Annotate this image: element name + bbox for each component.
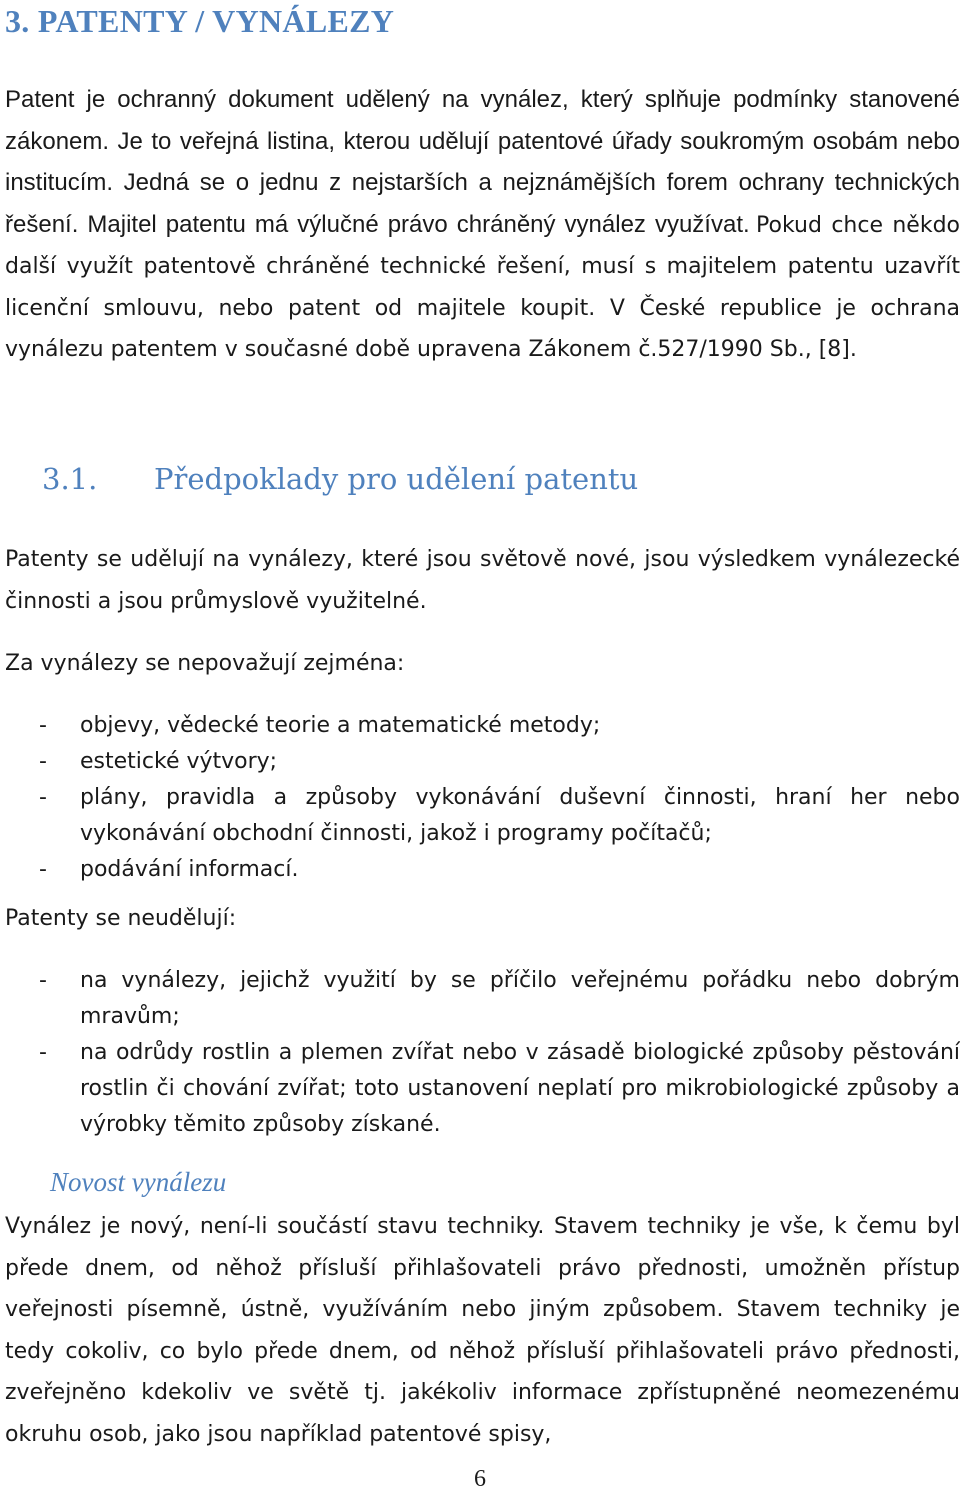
list-item-text: objevy, vědecké teorie a matematické metody;: [80, 713, 601, 738]
list-item-text: estetické výtvory;: [80, 749, 278, 774]
list-item-text: plány, pravidla a způsoby vykonávání duševní činnosti, hraní her nebo vykonávání obchodní činnosti, jakož i programy počítačů;: [80, 785, 960, 846]
list-marker: -: [39, 1040, 47, 1065]
conditions-paragraph: Patenty se udělují na vynálezy, které jsou světově nové, jsou výsledkem vynálezecké činnosti a jsou průmyslově využitelné.: [5, 547, 960, 614]
list-marker: -: [39, 749, 47, 774]
intro-paragraph: [5, 79, 960, 371]
list-marker: -: [39, 857, 47, 882]
section-heading: [42, 462, 638, 496]
list-item: [5, 1035, 960, 1143]
list-item: [5, 744, 960, 780]
list-marker: -: [39, 713, 47, 738]
list-marker: -: [39, 968, 47, 993]
intro-text-continued: Pokud chce někdo další využít patentově chráněné technické řešení, musí s majitelem patentu uzavřít licenční smlouvu, nebo patent od majitele koupit. V České republice je ochrana vynálezu patentem v současné době upravena Zákonem č.527/1990 Sb., [8].: [5, 212, 960, 362]
subsection-heading: Novost vynálezu: [50, 1167, 227, 1197]
list-item: [5, 708, 960, 744]
intro-text: Patent je ochranný dokument udělený na vynález, který splňuje podmínky stanovené zákonem. Je to veřejná listina, kterou udělují patentové úřady soukromým osobám nebo institucím. Jedná se o jednu z nejstarších a nejznámějších forem ochrany technických řešení. Majitel patentu má výlučné právo chráněný vynález využívat.: [5, 86, 960, 238]
chapter-heading: 3. PATENTY / VYNÁLEZY: [5, 3, 395, 39]
not-inventions-intro: Za vynálezy se nepovažují zejména:: [5, 651, 405, 676]
list-item-text: podávání informací.: [80, 857, 299, 882]
page-number: 6: [474, 1466, 486, 1492]
novelty-paragraph: Vynález je nový, není-li součástí stavu techniky. Stavem techniky je vše, k čemu byl přede dnem, od něhož přísluší přihlašovateli právo přednosti, umožněn přístup veřejnosti písemně, ústně, využíváním nebo jiným způsobem. Stavem techniky je tedy cokoliv, co bylo přede dnem, od něhož přísluší přihlašovateli právo přednosti, zveřejněno kdekoliv ve světě tj. jakékoliv informace zpřístupněné neomezenému okruhu osob, jako jsou například patentové spisy,: [5, 1214, 960, 1447]
list-item: [5, 852, 960, 888]
section-number: 3.1.: [42, 462, 98, 496]
not-granted-intro: Patenty se neudělují:: [5, 906, 237, 931]
section-title: Předpoklady pro udělení patentu: [154, 462, 639, 496]
not-inventions-list: [5, 708, 960, 888]
list-item: [5, 780, 960, 852]
list-item: [5, 963, 960, 1035]
list-marker: -: [39, 785, 47, 810]
not-granted-list: [5, 963, 960, 1143]
list-item-text: na odrůdy rostlin a plemen zvířat nebo v zásadě biologické způsoby pěstování rostlin či chování zvířat; toto ustanovení neplatí pro mikrobiologické způsoby a výrobky těmito způsoby získané.: [80, 1040, 960, 1137]
list-item-text: na vynálezy, jejichž využití by se příčilo veřejnému pořádku nebo dobrým mravům;: [80, 968, 960, 1029]
